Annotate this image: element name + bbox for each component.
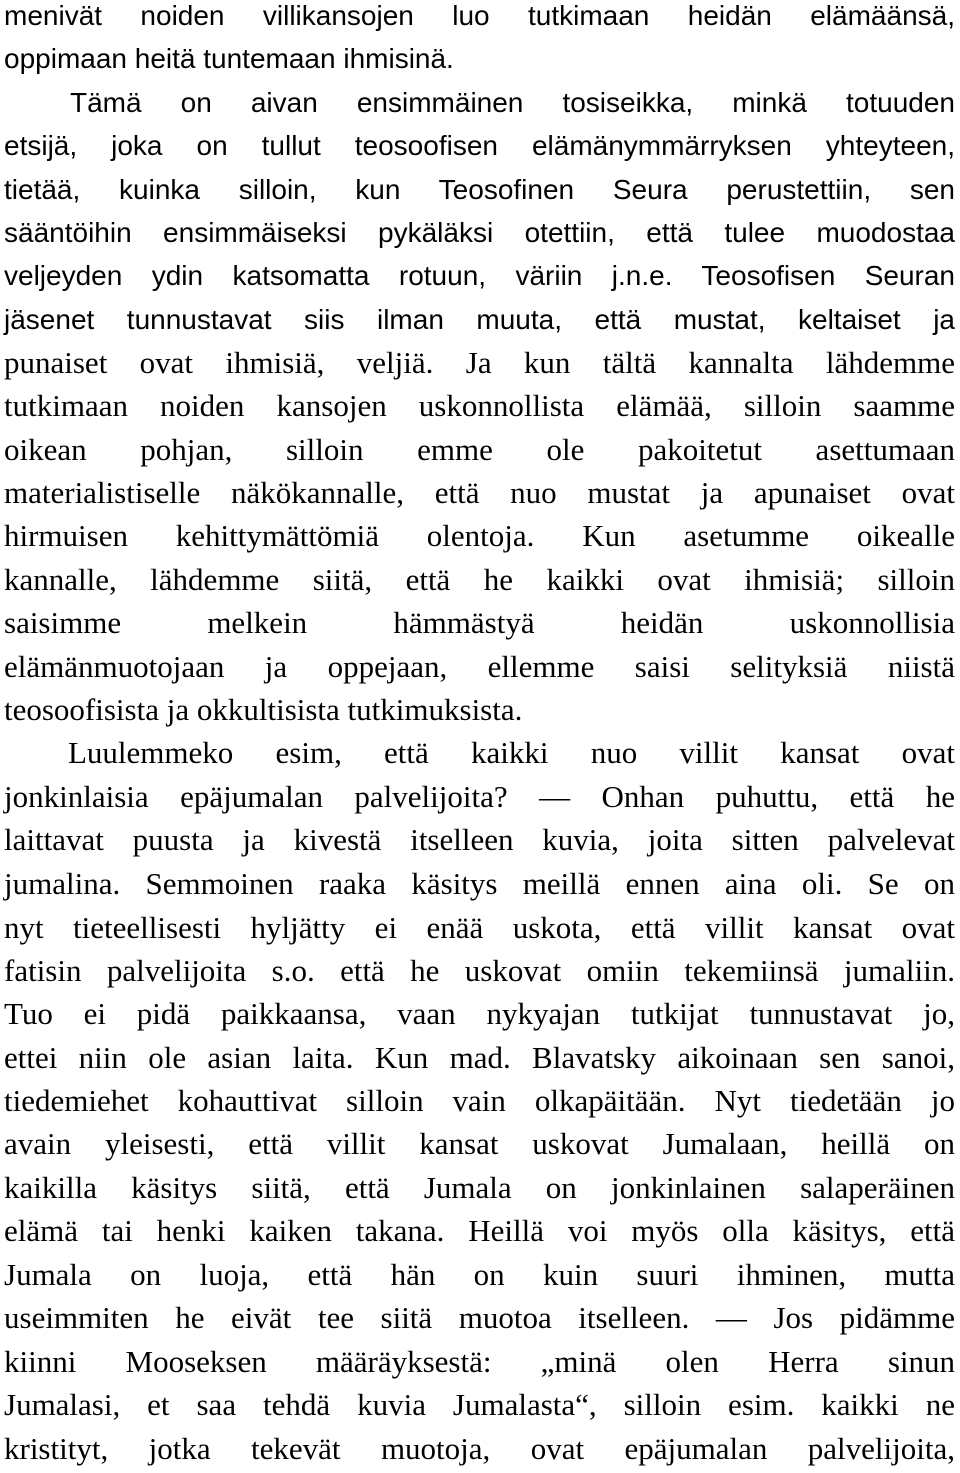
text-line: kaikilla käsitys siitä, että Jumala on jonkinlainen salaperäinen	[4, 1170, 955, 1205]
text-line: nyt tieteellisesti hyljätty ei enää uskota, että villit kansat ovat	[4, 910, 955, 945]
text-line: avain yleisesti, että villit kansat uskovat Jumalaan, heillä on	[4, 1126, 955, 1161]
document-page	[4, 0, 955, 1473]
text-line: tutkimaan noiden kansojen uskonnollista elämää, silloin saamme	[4, 388, 955, 423]
text-line: menivät noiden villikansojen luo tutkimaan heidän elämäänsä,	[4, 0, 955, 31]
text-line: kristityt, jotka tekevät muotoja, ovat epäjumalan palvelijoita,	[4, 1431, 955, 1466]
text-line: kannalle, lähdemme siitä, että he kaikki ovat ihmisiä; silloin	[4, 562, 955, 597]
text-line: ettei niin ole asian laita. Kun mad. Blavatsky aikoinaan sen sanoi,	[4, 1040, 955, 1075]
text-line: Tuo ei pidä paikkaansa, vaan nykyajan tutkijat tunnustavat jo,	[4, 996, 955, 1031]
text-line: laittavat puusta ja kivestä itselleen kuvia, joita sitten palvelevat	[4, 822, 955, 857]
text-line: tiedemiehet kohauttivat silloin vain olkapäitään. Nyt tiedetään jo	[4, 1083, 955, 1118]
text-line: elämä tai henki kaiken takana. Heillä voi myös olla käsitys, että	[4, 1213, 955, 1248]
text-line: useimmiten he eivät tee siitä muotoa itselleen. — Jos pidämme	[4, 1300, 955, 1335]
text-line: oikean pohjan, silloin emme ole pakoitetut asettumaan	[4, 432, 955, 467]
text-line: materialistiselle näkökannalle, että nuo mustat ja apunaiset ovat	[4, 475, 955, 510]
text-line: saisimme melkein hämmästyä heidän uskonnollisia	[4, 605, 955, 640]
text-line: teosoofisista ja okkultisista tutkimuksista.	[4, 692, 523, 727]
text-line: jäsenet tunnustavat siis ilman muuta, että mustat, keltaiset ja	[4, 304, 955, 335]
text-line: sääntöihin ensimmäiseksi pykäläksi otettiin, että tulee muodostaa	[4, 217, 955, 248]
text-line: Luulemmeko esim, että kaikki nuo villit kansat ovat	[68, 735, 955, 770]
text-line: veljeyden ydin katsomatta rotuun, väriin j.n.e. Teosofisen Seuran	[4, 260, 955, 291]
text-line: kiinni Mooseksen määräyksestä: „minä olen Herra sinun	[4, 1344, 955, 1379]
text-line: fatisin palvelijoita s.o. että he uskovat omiin tekemiinsä jumaliin.	[4, 953, 955, 988]
text-line: etsijä, joka on tullut teosoofisen elämänymmärryksen yhteyteen,	[4, 130, 955, 161]
text-line: jonkinlaisia epäjumalan palvelijoita? — Onhan puhuttu, että he	[4, 779, 955, 814]
text-line: punaiset ovat ihmisiä, veljiä. Ja kun tältä kannalta lähdemme	[4, 345, 955, 380]
text-line: elämänmuotojaan ja oppejaan, ellemme saisi selityksiä niistä	[4, 649, 955, 684]
text-line: jumalina. Semmoinen raaka käsitys meillä ennen aina oli. Se on	[4, 866, 955, 901]
text-line: hirmuisen kehittymättömiä olentoja. Kun asetumme oikealle	[4, 518, 955, 553]
text-line: Tämä on aivan ensimmäinen tosiseikka, minkä totuuden	[70, 87, 955, 118]
text-line: Jumalasi, et saa tehdä kuvia Jumalasta“, silloin esim. kaikki ne	[4, 1387, 955, 1422]
text-line: oppimaan heitä tuntemaan ihmisinä.	[4, 43, 454, 74]
text-line: Jumala on luoja, että hän on kuin suuri ihminen, mutta	[4, 1257, 955, 1292]
text-line: tietää, kuinka silloin, kun Teosofinen Seura perustettiin, sen	[4, 174, 955, 205]
